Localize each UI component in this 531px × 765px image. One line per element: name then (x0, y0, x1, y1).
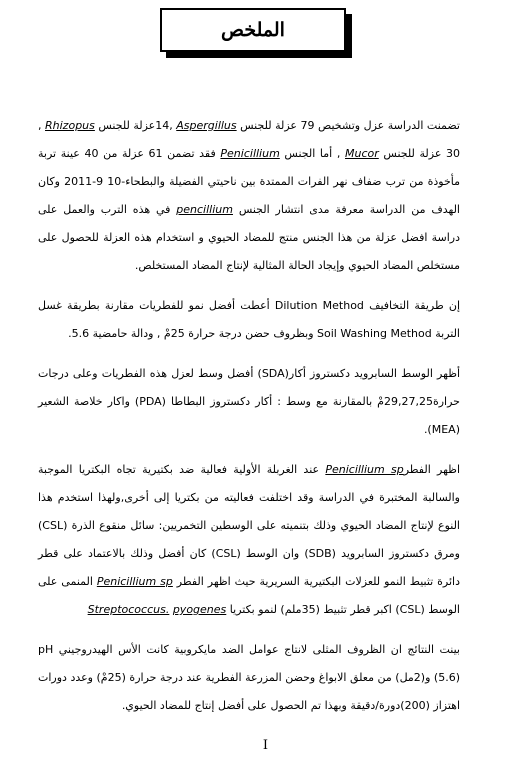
title-frame (160, 8, 356, 62)
abstract-paragraph (38, 292, 460, 348)
paragraph-text: فقد تضمن 61 عزلة من 40 عينة تربة مأخوذة من ترب ضفاف نهر الفرات الممتدة بين ناحيتي الفضيلة والبطحاء-10 9-2011 وكان الهدف من الدراسة معرفة مدى انتشار الجنس (38, 147, 461, 216)
scientific-name: Rhizopus (45, 119, 95, 132)
paragraph-text: عند الغربلة الأولية فعالية ضد بكتيرية تجاه البكتريا الموجبة والسالبة المختبرة في الدراسة وقد اختلفت فعاليته من بكتريا إلى أخرى,ولهذا استخدم هذا النوع لإنتاج المضاد الحيوي وذلك بتنميته على الوسطين التخمريين: سائل منقوع الذرة (CSL) ومرق دكستروز السابرويد (SDB) وان الوسط (CSL) كان أفضل وذلك بالاعتماد على قطر دائرة تثبيط النمو للعزلات البكتيرية السريرية حيث اظهر الفطر (38, 463, 460, 588)
paragraph-text: بينت النتائج ان الظروف المثلى لانتاج عوامل الضد مايكروبية كانت الأس الهيدروجيني pH (5.6) و(2مل) من معلق الابواغ وحضن المزرعة الفطرية عند درجة حرارة (25مْ) وعدد دورات اهتزاز (200)دورة/دقيقة وبهذا تم الحصول على أفضل إنتاج للمضاد الحيوي. (38, 643, 460, 712)
paragraph-gap (38, 444, 460, 456)
abstract-paragraph (38, 360, 460, 444)
paragraph-gap (38, 280, 460, 292)
abstract-paragraph (38, 456, 460, 624)
paragraph-text: تضمنت الدراسة عزل وتشخيص 79 عزلة للجنس (236, 119, 460, 132)
paragraph-text: المنمى على الوسط (CSL) اكبر قطر تثبيط (35ملم) لنمو بكتريا (38, 575, 460, 616)
paragraph-text: ,14عزلة للجنس (94, 119, 177, 132)
scientific-name: Penicillium (220, 147, 280, 160)
scientific-name: Aspergillus (176, 119, 237, 132)
abstract-paragraph (38, 636, 460, 720)
paragraph-text: , أما الجنس (279, 147, 346, 160)
scientific-name: pyogenes (172, 603, 227, 616)
paragraph-text: , 30 عزلة للجنس (38, 119, 461, 160)
paragraph-text: في هذه الترب والعمل على دراسة افضل عزلة من هذا الجنس منتج للمضاد الحيوي و استخدام هذه العزلة للحصول على مستخلص المضاد الحيوي وإيجاد الحالة المثالية لإنتاج المضاد المستخلص. (38, 203, 460, 272)
paragraph-text: اظهر الفطر (403, 463, 460, 476)
paragraph-gap (38, 348, 460, 360)
paragraph-text: أظهر الوسط السابرويد دكستروز أكار(SDA) أفضل وسط لعزل هذه الفطريات وعلى درجات حرارة29,27,25مْ بالمقارنة مع وسط : أكار دكستروز البطاطا (PDA) واكار خلاصة الشعير (MEA). (38, 367, 461, 436)
scientific-name: Mucor (345, 147, 379, 160)
page-number: I (262, 738, 269, 753)
scientific-name: Penicillium sp (96, 575, 173, 588)
abstract-paragraph (38, 112, 460, 280)
page-title: الملخص (160, 8, 346, 52)
abstract-body (38, 112, 460, 720)
scientific-name: Streptococcus. (87, 603, 170, 616)
scientific-name: pencillium (176, 203, 233, 216)
paragraph-text: إن طريقة التخافيف Dilution Method أعطت أفضل نمو للفطريات مقارنة بطريقة غسل التربة Soil Washing Method وبظروف حضن درجة حرارة 25مْ , ودالة حامضية 5.6. (38, 299, 461, 340)
paragraph-gap (38, 624, 460, 636)
scientific-name: Penicillium sp (325, 463, 404, 476)
